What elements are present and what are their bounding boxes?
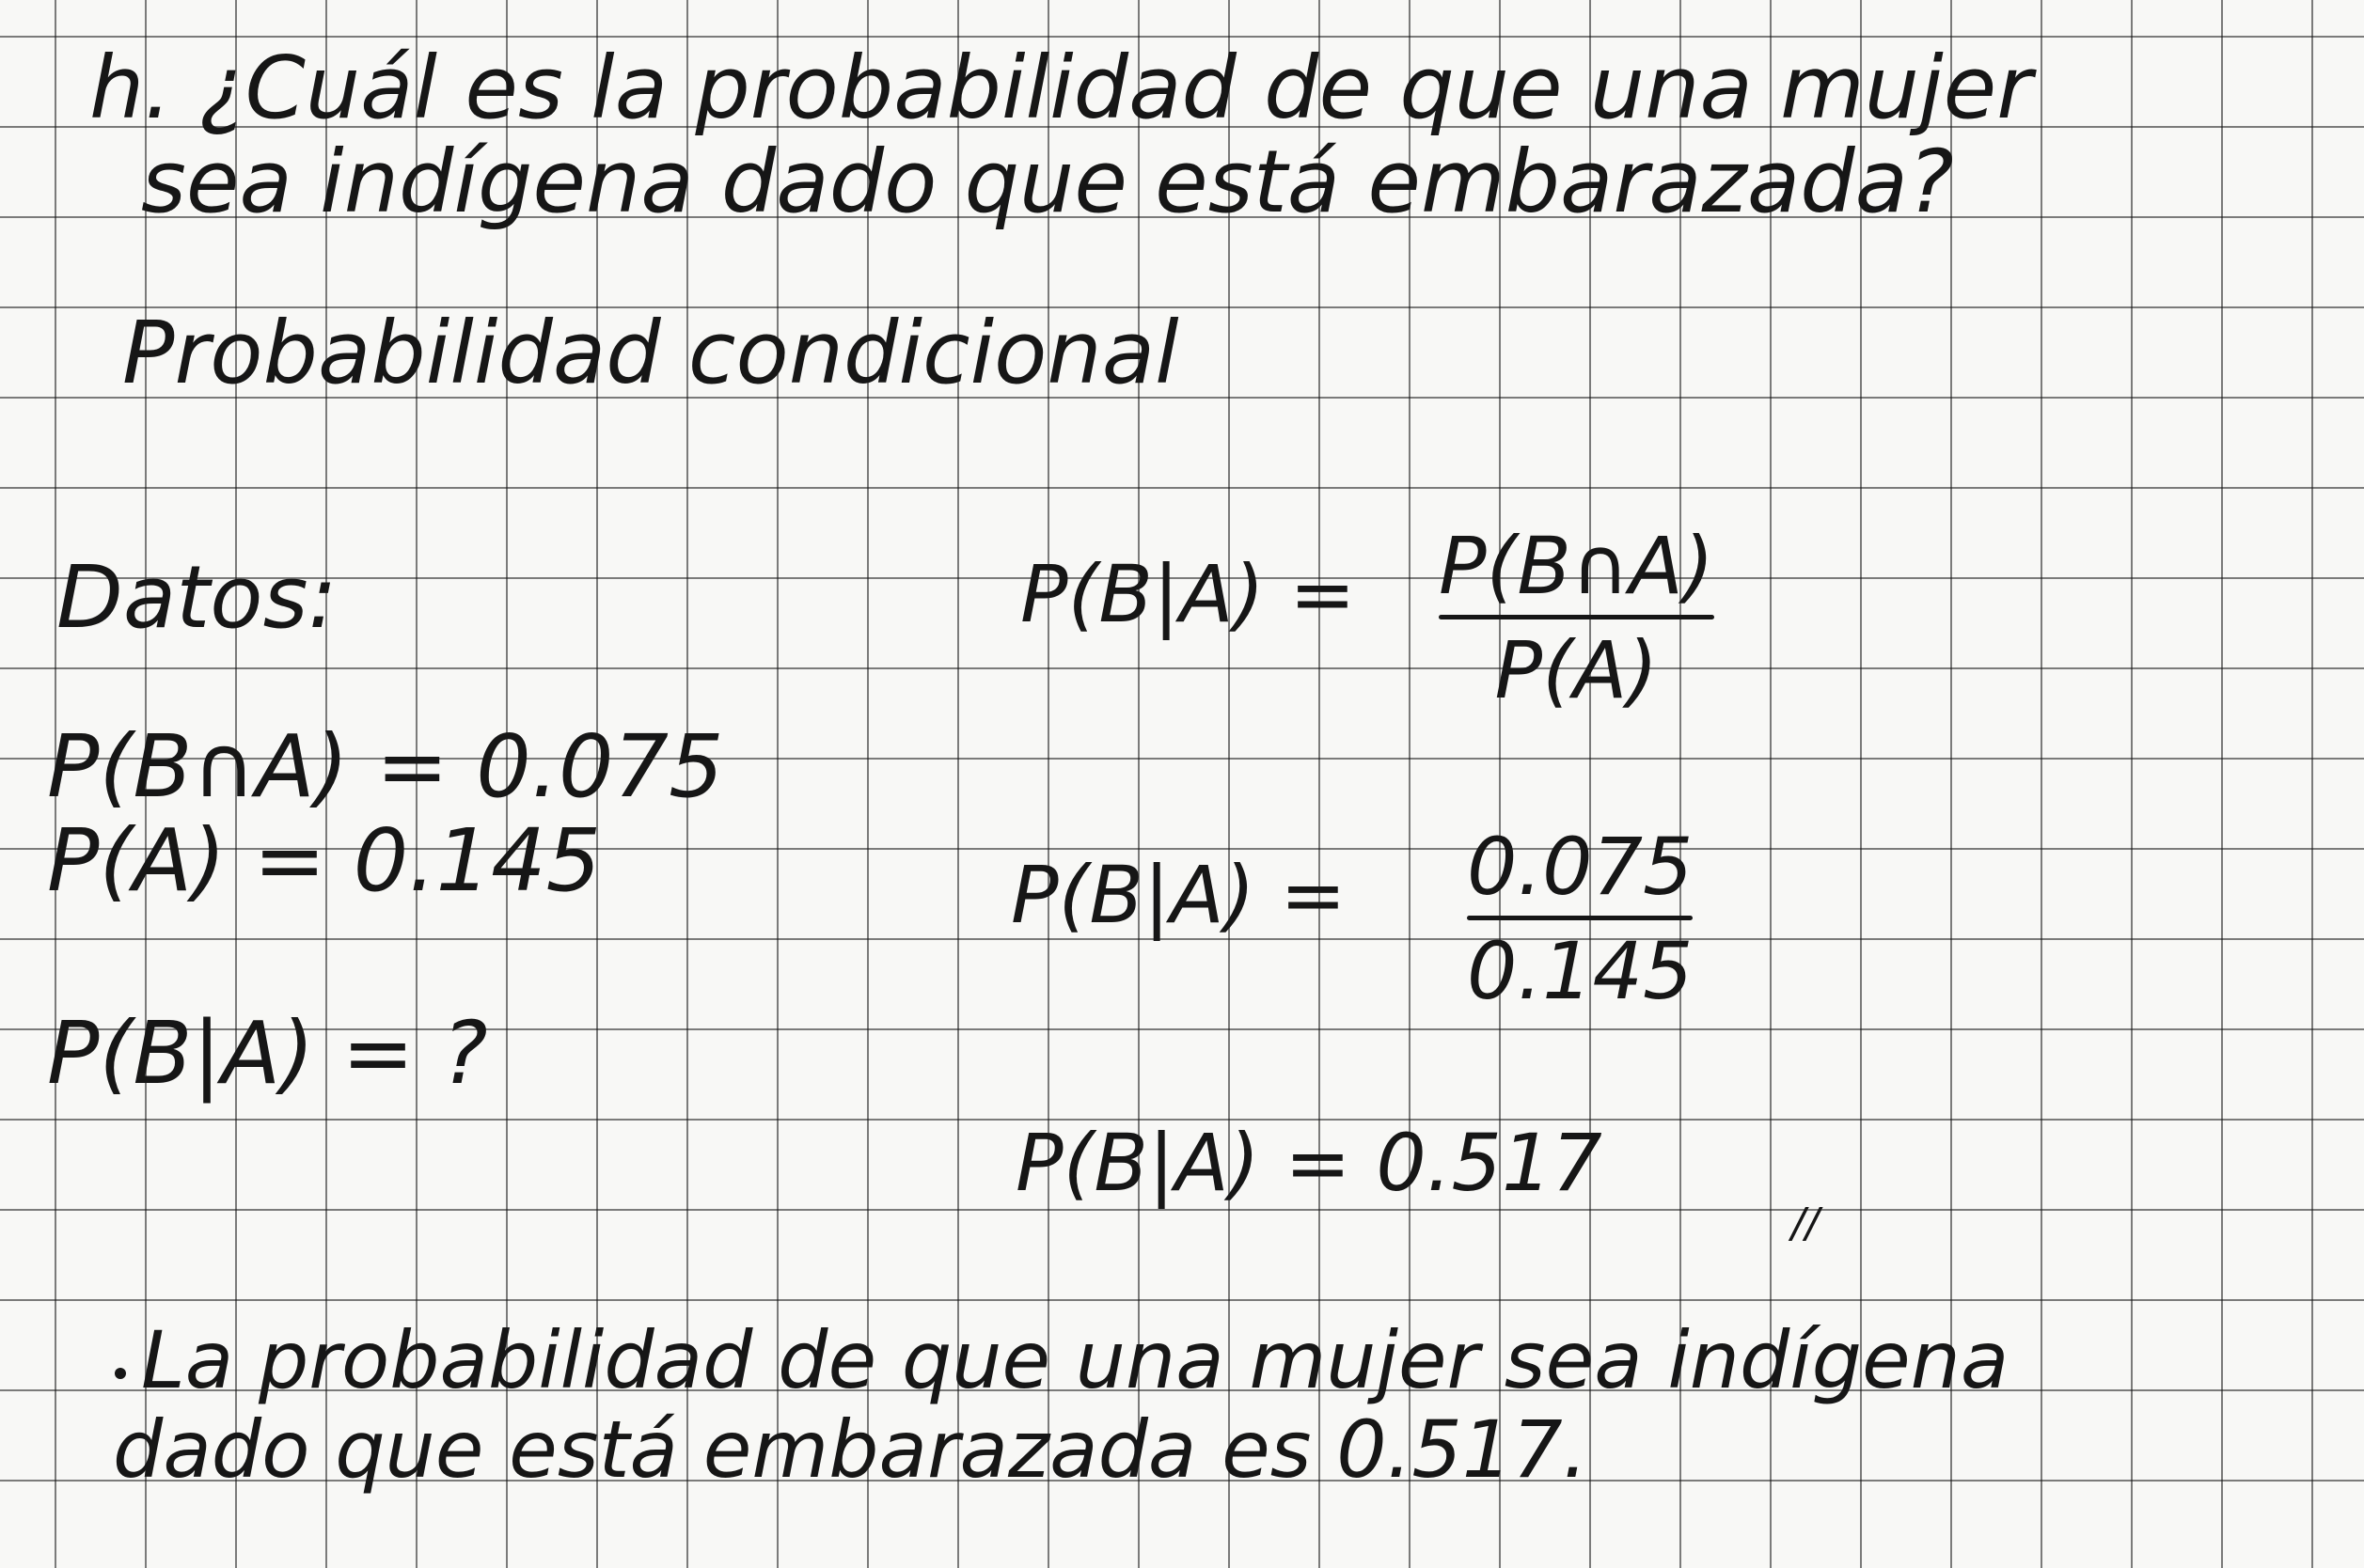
- formula-fraction: [1439, 520, 1714, 716]
- question-line-1: h. ¿Cuál es la probabilidad de que una mujer: [89, 38, 2033, 138]
- result-value: P(B|A) = 0.517: [1016, 1117, 1602, 1209]
- substitution-lhs: P(B|A) =: [1011, 849, 1347, 941]
- data-heading: Datos:: [56, 547, 338, 648]
- substitution-fraction-bar: [1467, 916, 1693, 920]
- formula-numerator: P(B∩A): [1439, 520, 1714, 612]
- unknown-conditional: P(B|A) = ?: [47, 1003, 488, 1104]
- given-p-a: P(A) = 0.145: [47, 810, 602, 911]
- result-underline-mark: //: [1791, 1200, 1820, 1247]
- substitution-numerator: 0.075: [1467, 821, 1694, 913]
- conclusion-line-1: La probabilidad de que una mujer sea indígena: [141, 1314, 2009, 1406]
- substitution-fraction: [1467, 821, 1694, 1017]
- conclusion-line-2: dado que está embarazada es 0.517.: [113, 1403, 1588, 1496]
- substitution-denominator: 0.145: [1467, 925, 1694, 1017]
- method-title: Probabilidad condicional: [122, 303, 1179, 403]
- formula-fraction-bar: [1439, 615, 1714, 619]
- given-intersection: P(B∩A) = 0.075: [47, 716, 724, 817]
- formula-lhs: P(B|A) =: [1020, 548, 1356, 640]
- formula-denominator: P(A): [1494, 624, 1659, 716]
- conclusion-bullet: [115, 1368, 126, 1379]
- question-line-2: sea indígena dado que está embarazada?: [141, 132, 1954, 232]
